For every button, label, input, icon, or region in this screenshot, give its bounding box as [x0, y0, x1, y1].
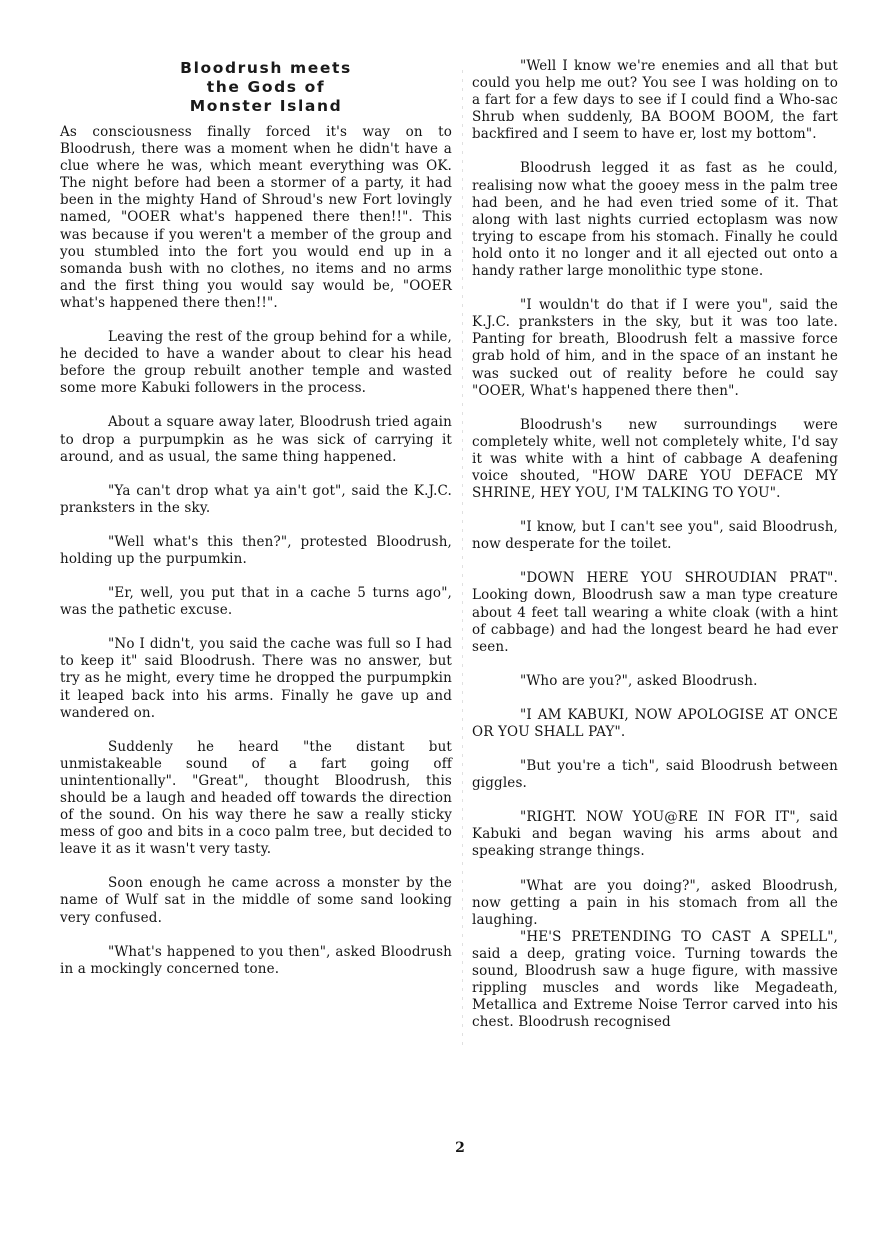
left-column — [60, 58, 452, 995]
paragraph: "Who are you?", asked Bloodrush. — [520, 672, 758, 689]
paragraph: As consciousness finally forced it's way on to Bloodrush, there was a moment when he didn't have a clue where he was, which meant everything was OK. The night before had been a stormer of a party, it had been in the mighty Hand of Shroud's new Fort lovingly named, "OOER what's happened there then!!". This was because if you weren't a member of the group and you stumbled into the fort you would end up in a somanda bush with no clothes, no items and no arms and the first thing you would say would be, "OOER what's happened there then!!". — [60, 124, 452, 311]
paragraph: "I know, but I can't see you", said Bloodrush, now desperate for the toilet. — [472, 519, 838, 553]
paragraph: "I AM KABUKI, NOW APOLOGISE AT ONCE OR YOU SHALL PAY". — [472, 706, 838, 740]
paragraph: "What's happened to you then", asked Bloodrush in a mockingly concerned tone. — [60, 943, 452, 977]
right-column — [472, 58, 838, 1048]
paragraph: Leaving the rest of the group behind for a while, he decided to have a wander about to clear his head before the group rebuilt another temple and wasted some more Kabuki followers in the process. — [60, 329, 452, 397]
paragraph: "What are you doing?", asked Bloodrush, now getting a pain in his stomach from all the laughing. — [472, 877, 838, 928]
paragraph: "Well I know we're enemies and all that but could you help me out? You see I was holding on to a fart for a few days to see if I could find a Who-sac Shrub when suddenly, BA BOOM BOOM, the fart backfired and I seem to have er, lost my bottom". — [472, 58, 838, 143]
paragraph: Suddenly he heard "the distant but unmistakeable sound of a fart going off unintentionally". "Great", thought Bloodrush, this should be a laugh and headed off towards the direction of the sound. On his way there he saw a really sticky mess of goo and bits in a coco palm tree, but decided to leave it as it wasn't very tasty. — [60, 738, 452, 858]
title-line-2: the Gods of — [206, 78, 326, 96]
paragraph: "But you're a tich", said Bloodrush between giggles. — [472, 758, 838, 792]
paragraph: Bloodrush legged it as fast as he could, realising now what the gooey mess in the palm tree had been, and he had even tried some of it. That along with last nights curried ectoplasm was now trying to escape from his stomach. Finally he could hold onto it no longer and it all ejected out onto a handy rather large monolithic type stone. — [472, 160, 838, 280]
title-line-1: Bloodrush meets — [180, 59, 352, 77]
paragraph: About a square away later, Bloodrush tried again to drop a purpumpkin as he was sick of carrying it around, and as usual, the same thing happened. — [60, 414, 452, 465]
paragraph: "I wouldn't do that if I were you", said the K.J.C. pranksters in the sky, but it was too late. Panting for breath, Bloodrush felt a massive force grab hold of him, and in the space of an instant he was sucked out of reality before he could say "OOER, What's happened there then". — [472, 297, 838, 399]
paragraph: "RIGHT. NOW YOU@RE IN FOR IT", said Kabuki and began waving his arms about and speaking strange things. — [472, 809, 838, 860]
title-line-3: Monster Island — [189, 97, 343, 115]
paragraph: "Well what's this then?", protested Bloodrush, holding up the purpumkin. — [60, 533, 452, 567]
paragraph: Soon enough he came across a monster by the name of Wulf sat in the middle of some sand looking very confused. — [60, 875, 452, 926]
column-gutter — [462, 70, 463, 1050]
paragraph: "Ya can't drop what ya ain't got", said the K.J.C. pranksters in the sky. — [60, 482, 452, 516]
page-number: 2 — [455, 1140, 465, 1156]
paragraph: "HE'S PRETENDING TO CAST A SPELL", said a deep, grating voice. Turning towards the sound, Bloodrush saw a huge figure, with massive rippling muscles and words like Megadeath, Metallica and Extreme Noise Terror carved into his chest. Bloodrush recognised — [472, 928, 838, 1031]
article-title — [60, 59, 452, 116]
paragraph: "Er, well, you put that in a cache 5 turns ago", was the pathetic excuse. — [60, 585, 452, 619]
paragraph: Bloodrush's new surroundings were completely white, well not completely white, I'd say it was white with a hint of cabbage A deafening voice shouted, "HOW DARE YOU DEFACE MY SHRINE, HEY YOU, I'M TALKING TO YOU". — [472, 416, 838, 502]
paragraph: "No I didn't, you said the cache was full so I had to keep it" said Bloodrush. There was no answer, but try as he might, every time he dropped the purpumpkin it leaped back into his arms. Finally he gave up and wandered on. — [60, 636, 452, 721]
paragraph: "DOWN HERE YOU SHROUDIAN PRAT". Looking down, Bloodrush saw a man type creature about 4 feet tall wearing a white cloak (with a hint of cabbage) and had the longest beard he had ever seen. — [472, 570, 838, 655]
